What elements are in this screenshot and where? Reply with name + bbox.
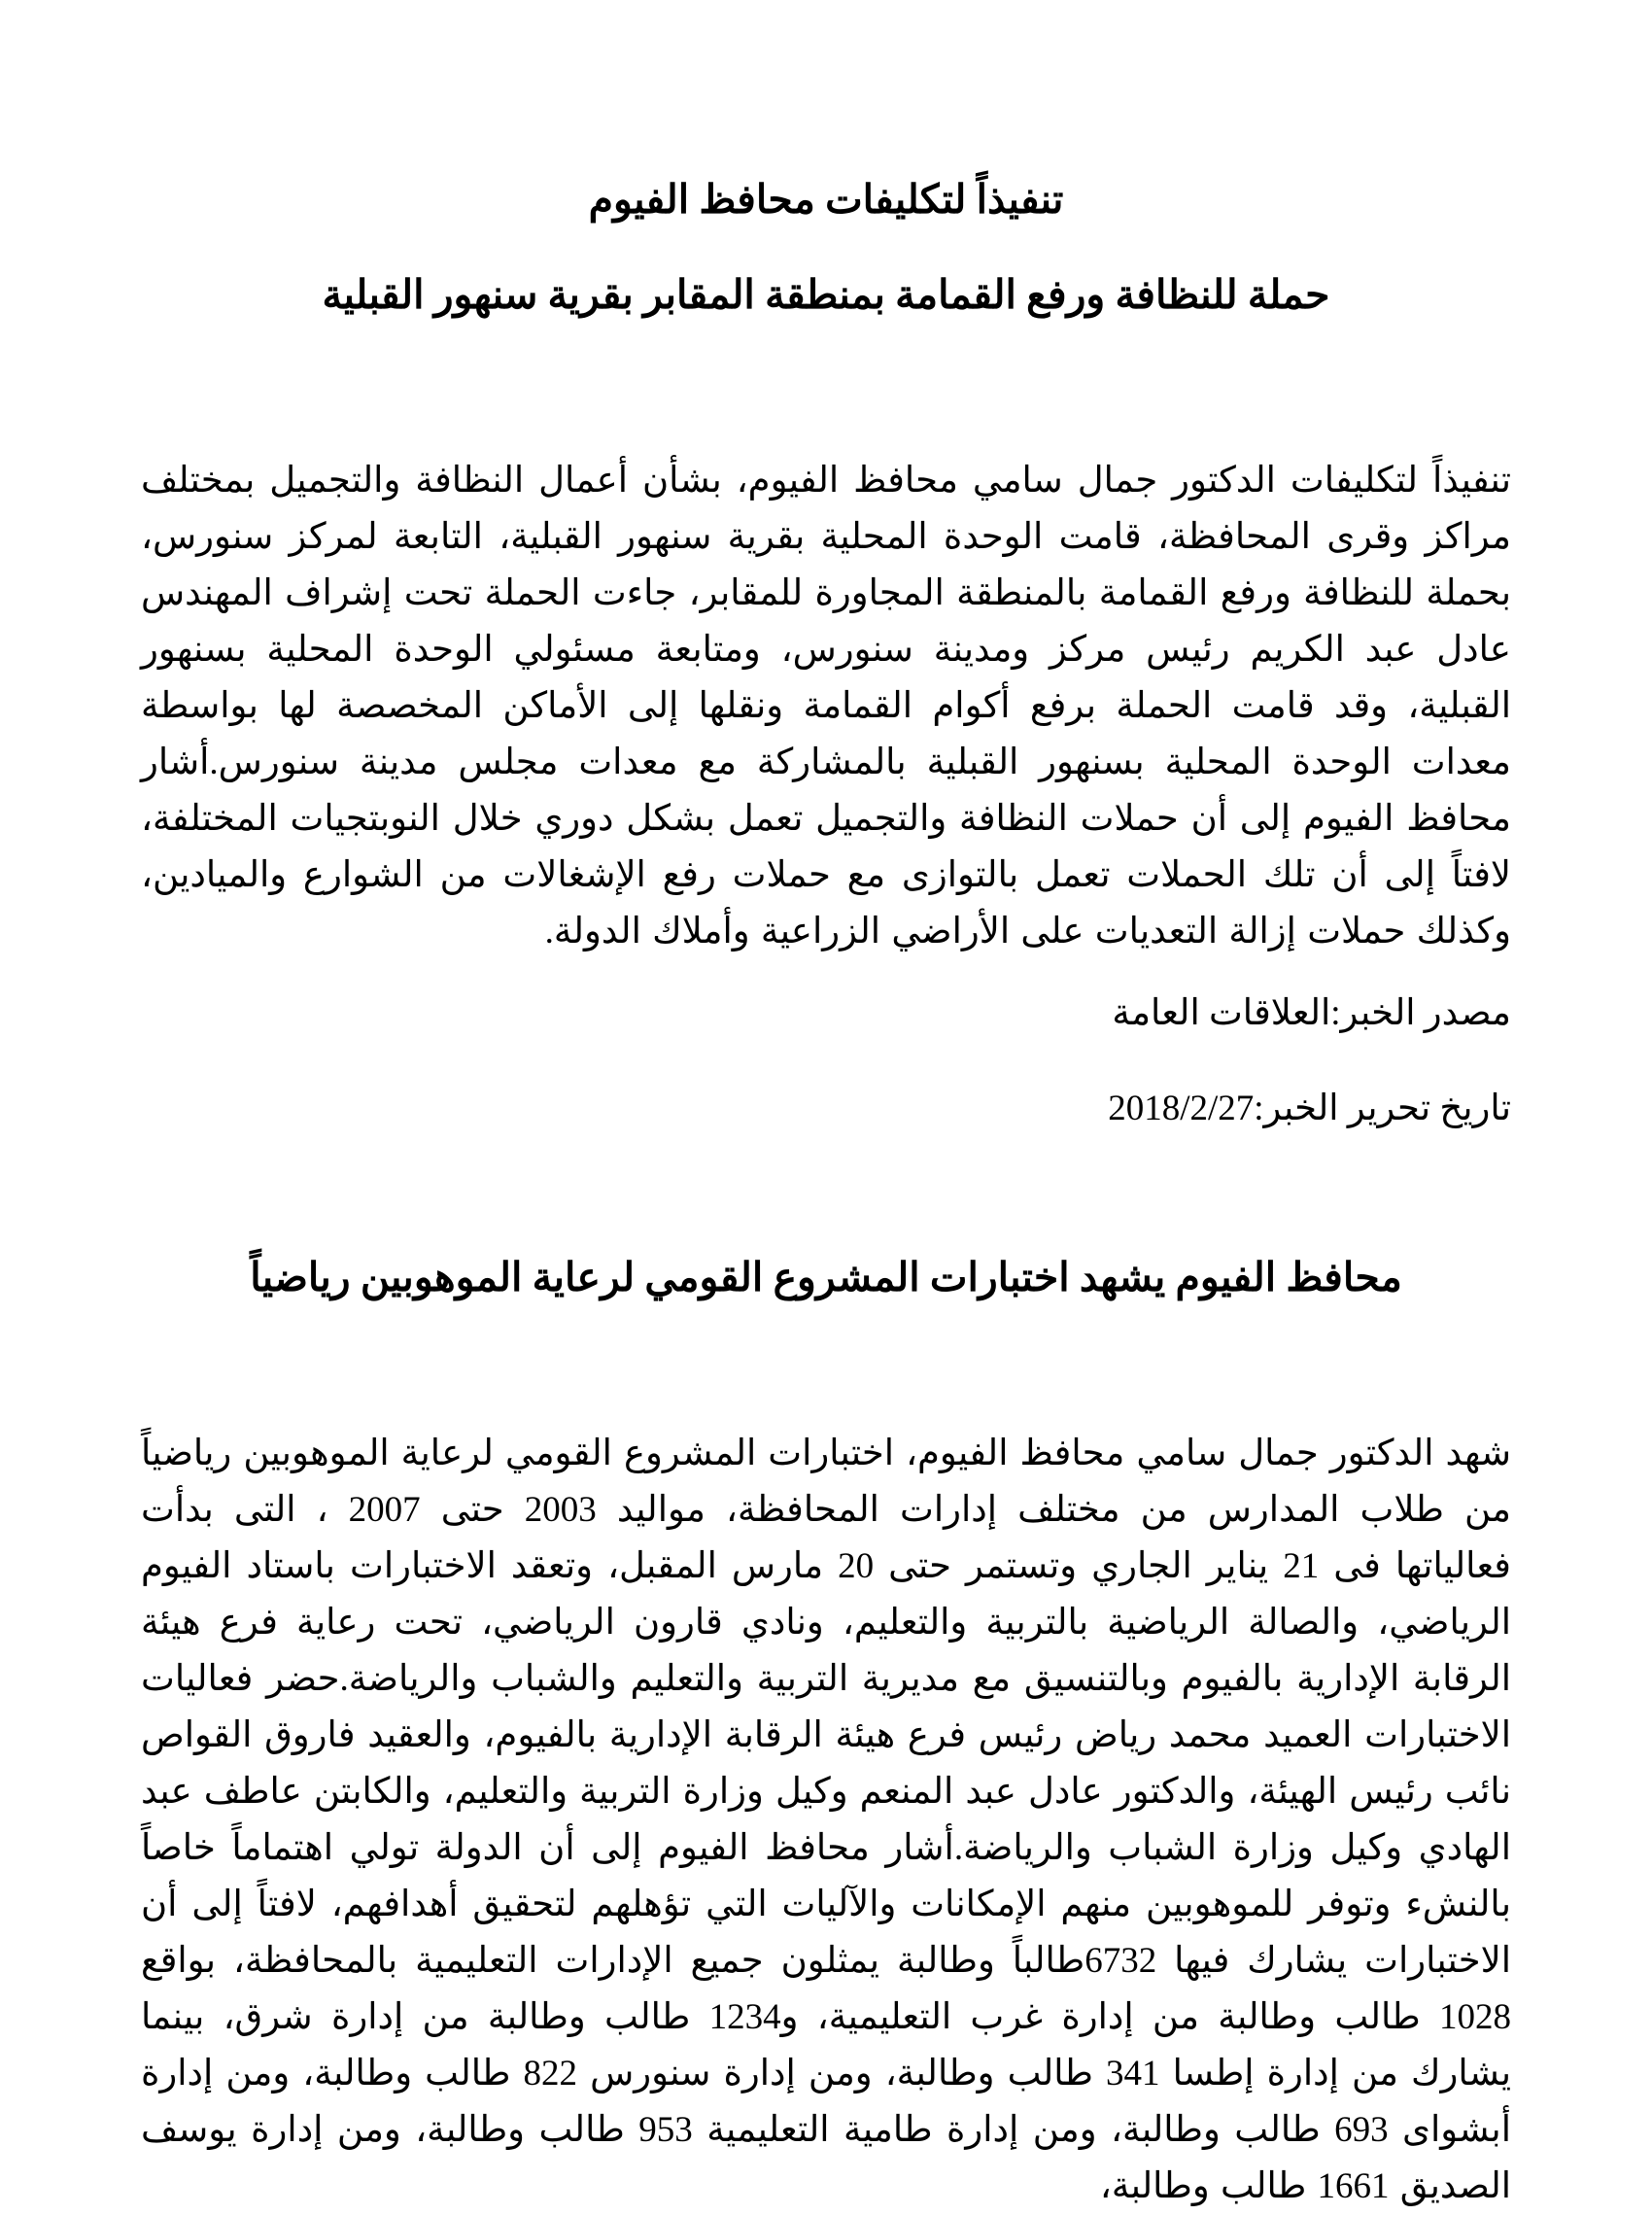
article2-body-paragraph: شهد الدكتور جمال سامي محافظ الفيوم، اختبارات المشروع القومي لرعاية الموهوبين رياضياً من طلاب المدارس من مختلف إدارات المحافظة، مواليد 2003 حتى 2007 ، التى بدأت فعالياتها فى 21 يناير الجاري وتستمر حتى 20 مارس المقبل، وتعقد الاختبارات باستاد الفيوم الرياضي، والصالة الرياضية بالتربية والتعليم، ونادي قارون الرياضي، تحت رعاية فرع هيئة الرقابة الإدارية بالفيوم وبالتنسيق مع مديرية التربية والتعليم والشباب والرياضة.حضر فعاليات الاختبارات العميد محمد رياض رئيس فرع هيئة الرقابة الإدارية بالفيوم، والعقيد فاروق القواص نائب رئيس الهيئة، والدكتور عادل عبد المنعم وكيل وزارة التربية والتعليم، والكابتن عاطف عبد الهادي وكيل وزارة الشباب والرياضة.أشار محافظ الفيوم إلى أن الدولة تولي اهتماماً خاصاً بالنشء وتوفر للموهوبين منهم الإمكانات والآليات التي تؤهلهم لتحقيق أهدافهم، لافتاً إلى أن الاختبارات يشارك فيها 6732طالباً وطالبة يمثلون جميع الإدارات التعليمية بالمحافظة، بواقع 1028 طالب وطالبة من إدارة غرب التعليمية، و1234 طالب وطالبة من إدارة شرق، بينما يشارك من إدارة إطسا 341 طالب وطالبة، ومن إدارة سنورس 822 طالب وطالبة، ومن إدارة أبشواى 693 طالب وطالبة، ومن إدارة طامية التعليمية 953 طالب وطالبة، ومن إدارة يوسف الصديق 1661 طالب وطالبة، (141, 1434, 1511, 2206)
article1-title-line2: حملة للنظافة ورفع القمامة بمنطقة المقابر بقرية سنهور القبلية (322, 272, 1330, 317)
article-cleanliness-campaign (141, 165, 1511, 1131)
article1-body-paragraph: تنفيذاً لتكليفات الدكتور جمال سامي محافظ الفيوم، بشأن أعمال النظافة والتجميل بمختلف مراكز وقرى المحافظة، قامت الوحدة المحلية بقرية سنهور القبلية، التابعة لمركز سنورس، بحملة للنظافة ورفع القمامة بالمنطقة المجاورة للمقابر، جاءت الحملة تحت إشراف المهندس عادل عبد الكريم رئيس مركز ومدينة سنورس، ومتابعة مسئولي الوحدة المحلية بسنهور القبلية، وقد قامت الحملة برفع أكوام القمامة ونقلها إلى الأماكن المخصصة لها بواسطة معدات الوحدة المحلية بسنهور القبلية بالمشاركة مع معدات مجلس مدينة سنورس.أشار محافظ الفيوم إلى أن حملات النظافة والتجميل تعمل بشكل دوري خلال النوبتجيات المختلفة، لافتاً إلى أن تلك الحملات تعمل بالتوازى مع حملات رفع الإشغالات من الشوارع والميادين، وكذلك حملات إزالة التعديات على الأراضي الزراعية وأملاك الدولة. (141, 461, 1511, 952)
article2-title: محافظ الفيوم يشهد اختبارات المشروع القومي لرعاية الموهوبين رياضياً (250, 1255, 1402, 1299)
article-talented-athletes-tests (141, 1243, 1511, 2215)
article1-news-date: تاريخ تحرير الخبر:2018/2/27 (1108, 1089, 1511, 1128)
article1-news-source: مصدر الخبر:العلاقات العامة (1112, 993, 1511, 1033)
article1-title-line1: تنفيذاً لتكليفات محافظ الفيوم (588, 177, 1064, 222)
